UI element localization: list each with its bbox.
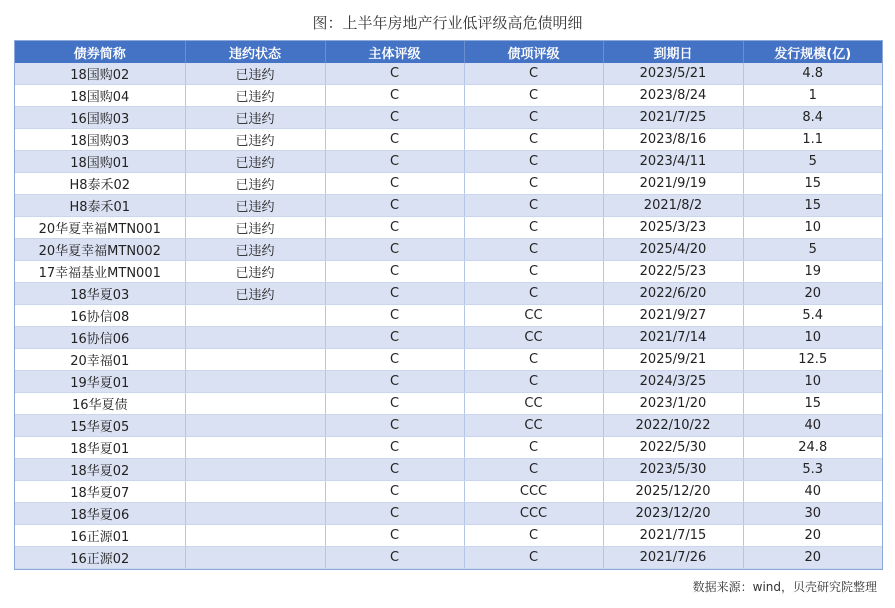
issue-size-cell: 15 [743,393,882,415]
default-status-cell [185,459,325,481]
table-row [15,107,882,129]
maturity-date-cell: 2025/3/23 [603,217,743,239]
issuer-rating-cell: C [325,151,464,173]
column-header-issuer-rating: 主体评级 [325,41,464,63]
bond-name-cell: 16协信08 [15,305,185,327]
table-row [15,151,882,173]
table-row [15,371,882,393]
issue-size-cell: 4.8 [743,63,882,85]
issue-size-cell: 30 [743,503,882,525]
issuer-rating-cell: C [325,481,464,503]
issuer-rating-cell: C [325,195,464,217]
bond-name-cell: 18华夏06 [15,503,185,525]
table-header-row [15,41,882,63]
column-header-default-status: 违约状态 [185,41,325,63]
column-header-bond-name: 债券简称 [15,41,185,63]
issuer-rating-cell: C [325,261,464,283]
issuer-rating-cell: C [325,393,464,415]
issuer-rating-cell: C [325,327,464,349]
maturity-date-cell: 2021/8/2 [603,195,743,217]
issue-size-cell: 8.4 [743,107,882,129]
maturity-date-cell: 2021/7/25 [603,107,743,129]
bond-rating-cell: CC [464,327,603,349]
maturity-date-cell: 2022/5/23 [603,261,743,283]
issue-size-cell: 1.1 [743,129,882,151]
issuer-rating-cell: C [325,415,464,437]
maturity-date-cell: 2024/3/25 [603,371,743,393]
issuer-rating-cell: C [325,437,464,459]
bond-name-cell: 18国购03 [15,129,185,151]
maturity-date-cell: 2023/5/21 [603,63,743,85]
table-row [15,327,882,349]
default-status-cell: 已违约 [185,261,325,283]
table-row [15,503,882,525]
default-status-cell [185,415,325,437]
bond-rating-cell: C [464,151,603,173]
bond-rating-cell: C [464,173,603,195]
issuer-rating-cell: C [325,217,464,239]
table-row [15,239,882,261]
default-status-cell [185,437,325,459]
default-status-cell: 已违约 [185,151,325,173]
default-status-cell: 已违约 [185,63,325,85]
maturity-date-cell: 2021/7/15 [603,525,743,547]
bond-name-cell: 20幸福01 [15,349,185,371]
maturity-date-cell: 2025/4/20 [603,239,743,261]
bond-rating-cell: C [464,239,603,261]
maturity-date-cell: 2023/1/20 [603,393,743,415]
maturity-date-cell: 2023/8/16 [603,129,743,151]
default-status-cell [185,371,325,393]
default-status-cell [185,525,325,547]
bond-name-cell: 18华夏02 [15,459,185,481]
issue-size-cell: 20 [743,283,882,305]
default-status-cell: 已违约 [185,217,325,239]
bond-rating-cell: CC [464,393,603,415]
table-row [15,261,882,283]
table-row [15,547,882,569]
issue-size-cell: 15 [743,195,882,217]
issue-size-cell: 40 [743,481,882,503]
column-header-maturity-date: 到期日 [603,41,743,63]
issuer-rating-cell: C [325,525,464,547]
bond-name-cell: 16正源02 [15,547,185,569]
issue-size-cell: 5 [743,239,882,261]
maturity-date-cell: 2023/4/11 [603,151,743,173]
bond-name-cell: 17幸福基业MTN001 [15,261,185,283]
maturity-date-cell: 2021/7/14 [603,327,743,349]
bond-rating-cell: C [464,525,603,547]
table-row [15,459,882,481]
default-status-cell [185,503,325,525]
issuer-rating-cell: C [325,107,464,129]
issue-size-cell: 10 [743,327,882,349]
default-status-cell: 已违约 [185,283,325,305]
table-row [15,393,882,415]
issuer-rating-cell: C [325,63,464,85]
default-status-cell: 已违约 [185,195,325,217]
default-status-cell: 已违约 [185,85,325,107]
table-row [15,217,882,239]
issue-size-cell: 40 [743,415,882,437]
bond-rating-cell: C [464,63,603,85]
bond-name-cell: 18国购04 [15,85,185,107]
bond-name-cell: 18国购01 [15,151,185,173]
table-row [15,129,882,151]
bond-name-cell: 18华夏07 [15,481,185,503]
table-row [15,85,882,107]
default-status-cell [185,393,325,415]
bond-name-cell: 16正源01 [15,525,185,547]
issue-size-cell: 19 [743,261,882,283]
bond-name-cell: 18国购02 [15,63,185,85]
issuer-rating-cell: C [325,85,464,107]
table-row [15,349,882,371]
bond-name-cell: H8泰禾01 [15,195,185,217]
issue-size-cell: 5 [743,151,882,173]
default-status-cell: 已违约 [185,239,325,261]
bond-rating-cell: C [464,349,603,371]
table-row [15,525,882,547]
bond-rating-cell: C [464,107,603,129]
bond-rating-cell: C [464,547,603,569]
issuer-rating-cell: C [325,305,464,327]
maturity-date-cell: 2021/9/19 [603,173,743,195]
issuer-rating-cell: C [325,371,464,393]
issue-size-cell: 5.3 [743,459,882,481]
default-status-cell [185,327,325,349]
bond-rating-cell: CCC [464,503,603,525]
bond-name-cell: 19华夏01 [15,371,185,393]
table-row [15,195,882,217]
default-status-cell [185,547,325,569]
bond-rating-cell: CCC [464,481,603,503]
issuer-rating-cell: C [325,239,464,261]
bond-rating-cell: C [464,371,603,393]
bond-name-cell: H8泰禾02 [15,173,185,195]
issuer-rating-cell: C [325,547,464,569]
table-row [15,63,882,85]
maturity-date-cell: 2021/7/26 [603,547,743,569]
issue-size-cell: 15 [743,173,882,195]
issue-size-cell: 20 [743,525,882,547]
default-status-cell [185,305,325,327]
issuer-rating-cell: C [325,283,464,305]
maturity-date-cell: 2025/9/21 [603,349,743,371]
maturity-date-cell: 2023/8/24 [603,85,743,107]
maturity-date-cell: 2023/5/30 [603,459,743,481]
bond-name-cell: 15华夏05 [15,415,185,437]
table-row [15,173,882,195]
table-row [15,481,882,503]
issue-size-cell: 5.4 [743,305,882,327]
table-row [15,283,882,305]
bond-table-container [14,40,883,570]
issuer-rating-cell: C [325,173,464,195]
issue-size-cell: 10 [743,371,882,393]
table-row [15,437,882,459]
bond-rating-cell: C [464,217,603,239]
table-row [15,415,882,437]
bond-rating-cell: C [464,459,603,481]
default-status-cell: 已违约 [185,173,325,195]
maturity-date-cell: 2022/5/30 [603,437,743,459]
maturity-date-cell: 2022/10/22 [603,415,743,437]
maturity-date-cell: 2022/6/20 [603,283,743,305]
issuer-rating-cell: C [325,129,464,151]
maturity-date-cell: 2025/12/20 [603,481,743,503]
bond-rating-cell: C [464,261,603,283]
bond-name-cell: 20华夏幸福MTN002 [15,239,185,261]
bond-name-cell: 16协信06 [15,327,185,349]
issuer-rating-cell: C [325,349,464,371]
bond-rating-cell: C [464,437,603,459]
bond-rating-cell: CC [464,415,603,437]
figure-title: 图：上半年房地产行业低评级高危债明细 [312,14,583,32]
default-status-cell [185,349,325,371]
table-row [15,305,882,327]
source-note: 数据来源：wind，贝壳研究院整理 [692,580,877,594]
bond-rating-cell: C [464,85,603,107]
issue-size-cell: 20 [743,547,882,569]
maturity-date-cell: 2021/9/27 [603,305,743,327]
table-body [15,63,882,569]
bond-rating-cell: C [464,129,603,151]
issue-size-cell: 12.5 [743,349,882,371]
issuer-rating-cell: C [325,459,464,481]
default-status-cell: 已违约 [185,129,325,151]
bond-name-cell: 16华夏债 [15,393,185,415]
bond-name-cell: 20华夏幸福MTN001 [15,217,185,239]
bond-rating-cell: CC [464,305,603,327]
maturity-date-cell: 2023/12/20 [603,503,743,525]
issue-size-cell: 10 [743,217,882,239]
column-header-issue-size: 发行规模(亿) [743,41,882,63]
default-status-cell: 已违约 [185,107,325,129]
bond-table [15,41,882,569]
issue-size-cell: 24.8 [743,437,882,459]
bond-rating-cell: C [464,195,603,217]
bond-rating-cell: C [464,283,603,305]
issue-size-cell: 1 [743,85,882,107]
default-status-cell [185,481,325,503]
bond-name-cell: 18华夏01 [15,437,185,459]
bond-name-cell: 16国购03 [15,107,185,129]
column-header-bond-rating: 债项评级 [464,41,603,63]
issuer-rating-cell: C [325,503,464,525]
bond-name-cell: 18华夏03 [15,283,185,305]
